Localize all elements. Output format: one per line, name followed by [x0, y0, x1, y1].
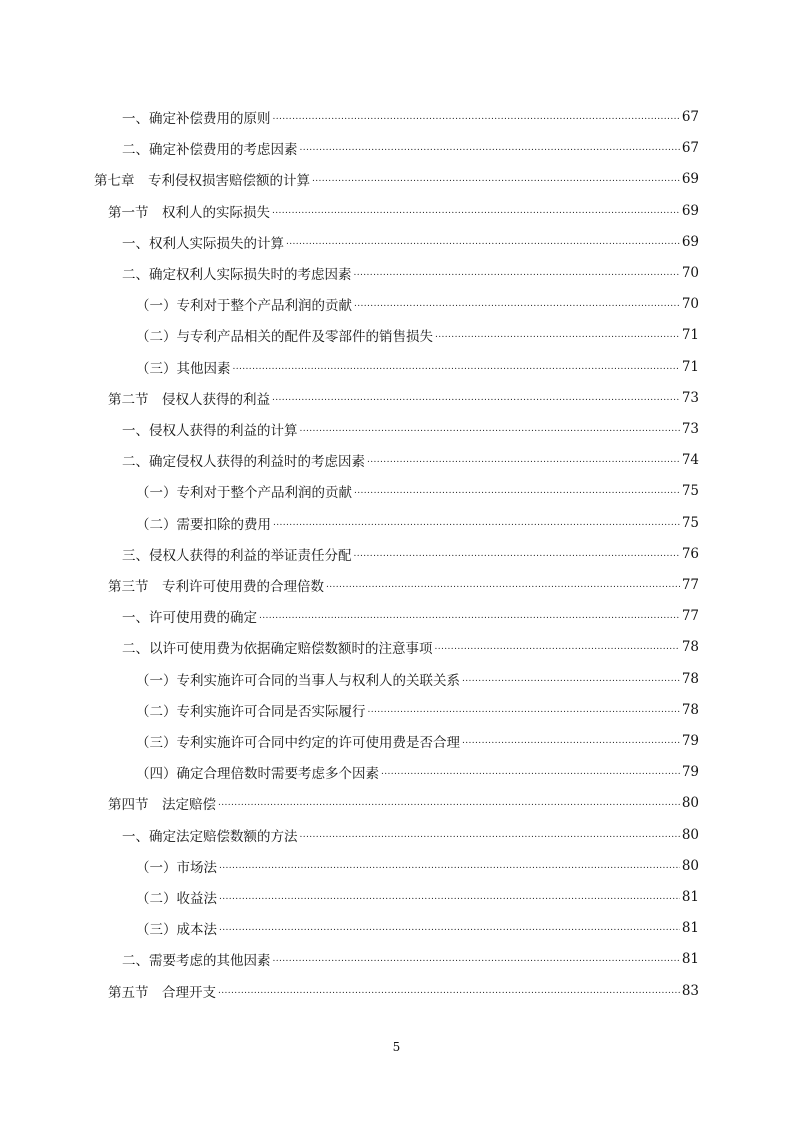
toc-entry-page: 69 [681, 202, 699, 219]
toc-leader-dots [219, 919, 680, 937]
toc-entry-title: 二、以许可使用费为依据确定赔偿数额时的注意事项 [122, 641, 433, 658]
toc-leader-dots [312, 170, 680, 188]
toc-entry-title: 一、权利人实际损失的计算 [122, 235, 284, 252]
toc-entry-page: 79 [681, 733, 699, 749]
page-number: 5 [392, 1040, 401, 1054]
toc-leader-dots [273, 108, 680, 126]
toc-entry-page: 73 [681, 389, 699, 406]
toc-entry[interactable] [136, 915, 699, 941]
toc-entry-title: 一、确定法定赔偿数额的方法 [122, 828, 298, 845]
toc-entry-title: （二）专利实施许可合同是否实际履行 [136, 703, 366, 720]
toc-entry-page: 70 [681, 265, 699, 281]
toc-entry[interactable] [122, 946, 699, 972]
toc-entry[interactable] [108, 572, 699, 598]
toc-entry[interactable] [108, 385, 699, 411]
toc-leader-dots [435, 638, 680, 656]
toc-entry-title: （二）收益法 [136, 891, 217, 907]
toc-entry[interactable] [136, 853, 699, 879]
toc-entry-title: （三）成本法 [136, 922, 217, 939]
toc-entry-title: 二、需要考虑的其他因素 [122, 953, 271, 970]
toc-entry[interactable] [122, 603, 699, 629]
toc-entry-title: （一）专利实施许可合同的当事人与权利人的关联关系 [136, 672, 460, 689]
toc-leader-dots [367, 451, 680, 469]
toc-entry[interactable] [136, 322, 699, 348]
toc-entry-page: 75 [681, 483, 699, 500]
toc-entry[interactable] [136, 728, 699, 754]
toc-leader-dots [273, 514, 680, 532]
toc-leader-dots [368, 701, 680, 719]
toc-entry-title: （一）专利对于整个产品利润的贡献 [136, 485, 352, 502]
toc-entry[interactable] [122, 416, 699, 442]
toc-entry-page: 67 [681, 140, 699, 157]
toc-entry-page: 74 [681, 452, 699, 469]
toc-entry-title: （二）与专利产品相关的配件及零部件的销售损失 [136, 329, 433, 346]
toc-entry-title: 第四节 法定赔偿 [108, 797, 216, 814]
toc-entry-page: 69 [681, 171, 699, 188]
toc-leader-dots [354, 545, 680, 563]
toc-entry-title: 一、许可使用费的确定 [122, 610, 257, 627]
toc-entry-page: 71 [681, 327, 699, 344]
toc-entry-page: 79 [681, 764, 699, 781]
toc-leader-dots [272, 202, 680, 220]
toc-entry-title: 第二节 侵权人获得的利益 [108, 391, 270, 408]
toc-entry-page: 81 [681, 920, 699, 937]
toc-entry-page: 80 [681, 826, 699, 843]
toc-entry[interactable] [122, 634, 699, 660]
toc-leader-dots [272, 389, 680, 407]
toc-leader-dots [326, 576, 680, 594]
toc-leader-dots [435, 326, 680, 344]
toc-entry[interactable] [122, 229, 699, 255]
toc-leader-dots [219, 888, 680, 906]
toc-entry-page: 70 [681, 296, 699, 313]
toc-entry-page: 76 [681, 545, 699, 562]
toc-entry-page: 80 [681, 857, 699, 874]
toc-entry-title: （二）需要扣除的费用 [136, 516, 271, 533]
toc-entry[interactable] [108, 978, 699, 1004]
toc-entry[interactable] [122, 541, 699, 567]
toc-entry-title: 二、确定权利人实际损失时的考虑因素 [122, 267, 352, 283]
toc-entry-page: 71 [681, 358, 699, 375]
toc-leader-dots [300, 420, 680, 438]
toc-entry[interactable] [122, 260, 699, 286]
toc-leader-dots [273, 950, 680, 968]
toc-entry-page: 83 [681, 982, 699, 999]
toc-leader-dots [354, 264, 680, 282]
toc-leader-dots [218, 794, 680, 812]
toc-entry[interactable] [122, 447, 699, 473]
toc-entry-page: 78 [681, 701, 699, 718]
toc-entry-title: 第一节 权利人的实际损失 [108, 204, 270, 221]
toc-entry-title: （四）确定合理倍数时需要考虑多个因素 [136, 766, 379, 783]
toc-leader-dots [354, 295, 680, 313]
toc-entry-page: 78 [681, 639, 699, 656]
toc-entry-page: 69 [681, 233, 699, 250]
toc-leader-dots [354, 482, 680, 500]
toc-entry[interactable] [136, 697, 699, 723]
toc-entry[interactable] [108, 198, 699, 224]
toc-entry[interactable] [136, 666, 699, 692]
toc-entry-title: 一、确定补偿费用的原则 [122, 111, 271, 127]
toc-entry[interactable] [94, 166, 699, 192]
toc-entry-page: 77 [681, 577, 699, 593]
toc-entry-title: 一、侵权人获得的利益的计算 [122, 423, 298, 439]
toc-entry-page: 81 [681, 889, 699, 905]
toc-leader-dots [300, 139, 680, 157]
toc-leader-dots [462, 732, 680, 750]
toc-entry[interactable] [122, 135, 699, 161]
toc-entry-page: 67 [681, 109, 699, 125]
toc-entry[interactable] [136, 884, 699, 910]
toc-leader-dots [219, 857, 680, 875]
toc-entry-page: 78 [681, 670, 699, 687]
toc-entry-title: 第三节 专利许可使用费的合理倍数 [108, 579, 324, 595]
toc-entry[interactable] [136, 291, 699, 317]
toc-entry-page: 80 [681, 795, 699, 812]
toc-leader-dots [218, 982, 680, 1000]
toc-entry[interactable] [122, 104, 699, 130]
toc-entry-page: 73 [681, 421, 699, 437]
toc-entry-title: 第七章 专利侵权损害赔偿额的计算 [94, 173, 310, 190]
toc-entry-title: 三、侵权人获得的利益的举证责任分配 [122, 547, 352, 564]
toc-leader-dots [381, 763, 680, 781]
toc-leader-dots [300, 826, 680, 844]
toc-leader-dots [286, 233, 680, 251]
toc-entry[interactable] [122, 822, 699, 848]
toc-entry-title: （一）专利对于整个产品利润的贡献 [136, 298, 352, 315]
toc-entry-page: 77 [681, 608, 699, 625]
toc-entry[interactable] [136, 759, 699, 785]
toc-entry[interactable] [136, 478, 699, 504]
toc-entry-title: 第五节 合理开支 [108, 984, 216, 1001]
toc-entry[interactable] [136, 510, 699, 536]
toc-entry[interactable] [108, 790, 699, 816]
toc-entry-title: （一）市场法 [136, 859, 217, 876]
toc-entry-title: （三）专利实施许可合同中约定的许可使用费是否合理 [136, 735, 460, 751]
toc-entry-title: 二、确定补偿费用的考虑因素 [122, 142, 298, 159]
toc-leader-dots [233, 358, 680, 376]
toc-entry-page: 81 [681, 951, 699, 968]
toc-entry-title: （三）其他因素 [136, 360, 231, 377]
toc-entry-title: 二、确定侵权人获得的利益时的考虑因素 [122, 454, 365, 471]
toc-leader-dots [462, 670, 680, 688]
toc-leader-dots [259, 607, 680, 625]
toc-entry-page: 75 [681, 514, 699, 531]
toc-entry[interactable] [136, 354, 699, 380]
